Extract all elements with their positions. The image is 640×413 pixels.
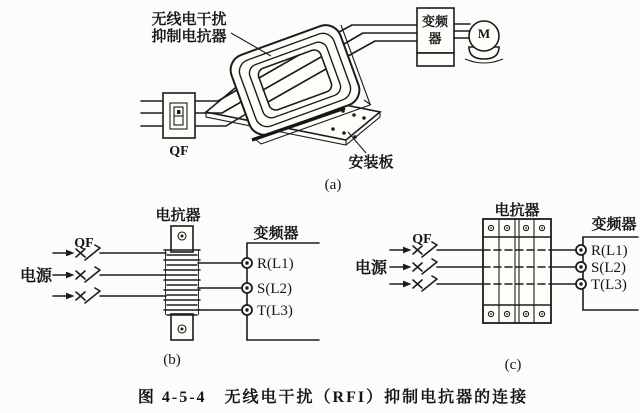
terminal-label-T-b: T(L3): [257, 303, 293, 319]
terminal-label-T-c: T(L3): [591, 277, 627, 293]
terminal-S-b: [242, 283, 252, 293]
terminal-T-b: [242, 305, 252, 315]
reactor-label-b: 电抗器: [155, 208, 201, 224]
reactor-block: [483, 219, 551, 323]
terminal-R-c: [576, 245, 586, 255]
inverter-label-c: 变频器: [591, 217, 637, 233]
terminal-label-S-c: S(L2): [591, 260, 626, 276]
inverter-box: [417, 8, 454, 66]
breaker-label-a: QF: [169, 144, 189, 159]
motor-label: M: [477, 26, 491, 41]
inverter-label-a-line1: 变频: [421, 14, 449, 29]
power-source-label-b: 电源: [19, 268, 53, 285]
inverter-label-a-line2: 器: [428, 31, 442, 46]
panel-b-tag: (b): [163, 352, 181, 368]
inverter-label-b: 变频器: [253, 226, 299, 242]
panel-a-tag: (a): [324, 177, 342, 193]
terminal-label-R-b: R(L1): [257, 256, 294, 272]
terminal-R-b: [242, 258, 252, 268]
terminal-T-c: [576, 279, 586, 289]
terminal-label-R-c: R(L1): [591, 243, 628, 259]
panel-c-tag: (c): [504, 357, 522, 373]
figure-caption: 图 4-5-4 无线电干扰（RFI）抑制电抗器的连接: [137, 389, 529, 406]
power-source-label-c: 电源: [354, 260, 388, 277]
breaker-label-c: QF: [412, 232, 432, 247]
reactor-label-c: 电抗器: [494, 203, 540, 219]
breaker-label-b: QF: [74, 236, 94, 251]
rfi-reactor-label-line1: 无线电干扰: [151, 12, 227, 28]
terminal-label-S-b: S(L2): [257, 281, 292, 297]
terminal-S-c: [576, 262, 586, 272]
rfi-reactor-label-line2: 抑制电抗器: [151, 29, 227, 45]
plate-label: 安装板: [348, 155, 394, 171]
